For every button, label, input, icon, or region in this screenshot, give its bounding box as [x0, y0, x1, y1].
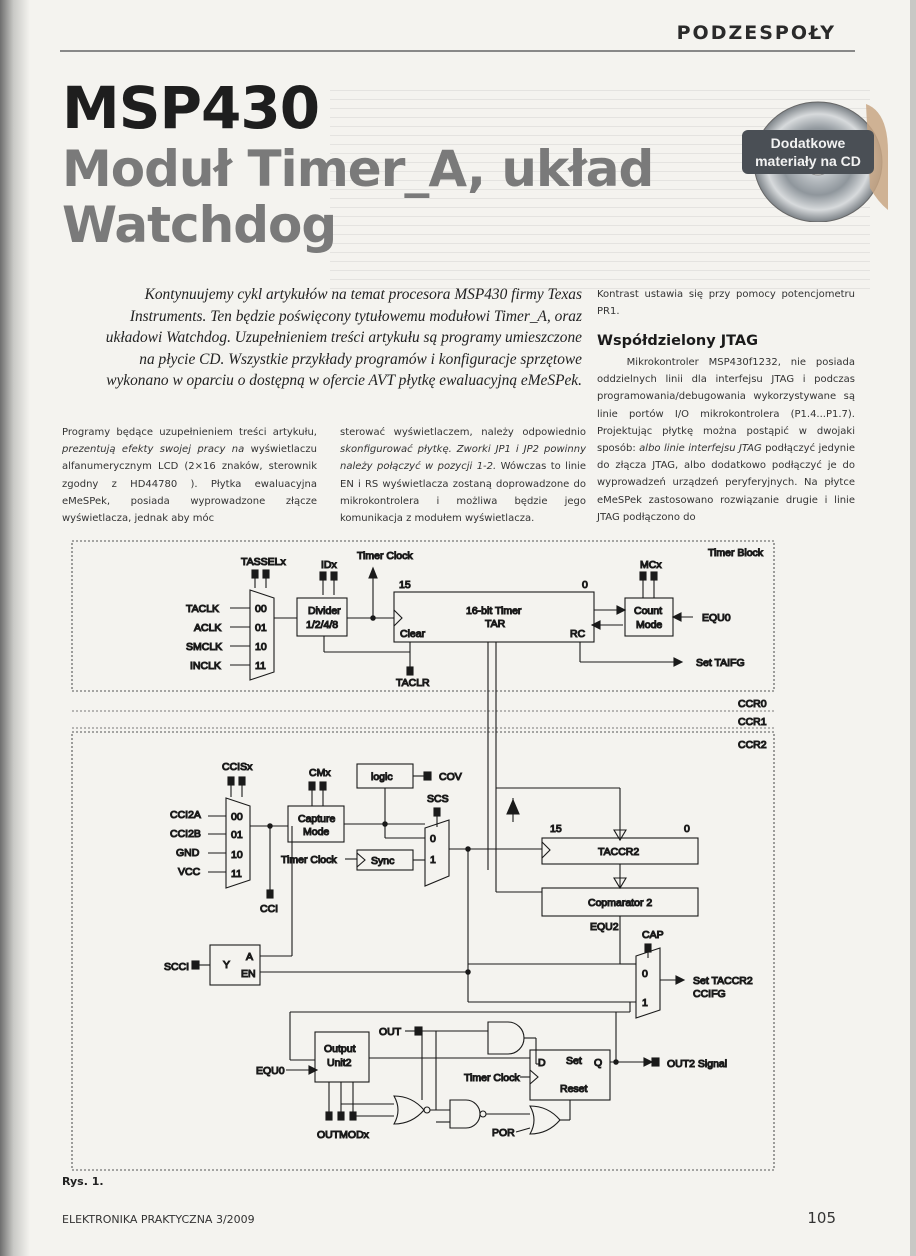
timer-clock-label-top: Timer Clock: [357, 550, 413, 562]
binding-shadow: [0, 0, 30, 1256]
svg-text:CAP: CAP: [642, 929, 664, 941]
svg-text:GND: GND: [176, 847, 200, 859]
title-line-2: Moduł Timer_A, układ: [62, 140, 654, 198]
svg-text:A: A: [246, 951, 254, 963]
svg-text:Y: Y: [223, 959, 231, 971]
timer-block-label: Timer Block: [708, 547, 764, 559]
taclr-label: TACLR: [396, 677, 430, 689]
svg-text:D: D: [538, 1057, 546, 1069]
svg-text:0: 0: [642, 968, 648, 980]
svg-text:POR: POR: [492, 1127, 515, 1139]
col2-text-b: skonfigurować płytkę. Zworki JP1 i JP2 powinny należy połączyć w pozycji 1-2.: [340, 444, 586, 473]
ccr-block-frame: [72, 732, 774, 1170]
svg-text:Copmarator 2: Copmarator 2: [588, 897, 653, 909]
svg-text:TAR: TAR: [485, 618, 506, 630]
column-3-heading: Współdzielony JTAG: [597, 333, 759, 349]
svg-text:0: 0: [430, 833, 436, 845]
section-heading: PODZESPOŁY: [676, 22, 836, 44]
svg-text:16-bit Timer: 16-bit Timer: [466, 605, 522, 617]
svg-text:0: 0: [582, 579, 588, 591]
svg-text:Q: Q: [594, 1057, 603, 1069]
input-smclk: SMCLK: [186, 641, 223, 653]
title-line-1: MSP430: [62, 74, 320, 142]
svg-text:CCI2B: CCI2B: [170, 828, 201, 840]
header-rule: [60, 50, 855, 52]
svg-text:01: 01: [255, 622, 267, 634]
svg-text:Timer Clock: Timer Clock: [281, 854, 337, 866]
svg-text:EQU2: EQU2: [590, 921, 619, 933]
svg-text:11: 11: [255, 660, 266, 672]
col1-text-b: prezentują efekty swojej pracy na: [62, 444, 245, 456]
svg-text:11: 11: [231, 868, 242, 880]
col3-text-b: albo linie interfejsu JTAG: [639, 443, 762, 455]
svg-text:10: 10: [231, 849, 243, 861]
svg-text:EN: EN: [241, 968, 256, 980]
svg-text:CCR0: CCR0: [738, 698, 767, 710]
svg-text:15: 15: [550, 823, 562, 835]
svg-text:15: 15: [399, 579, 411, 591]
col1-text-c: wyświetlaczu alfanumerycznym LCD (2×16 znaków, sterownik zgodny z HD44780 ). Płytka ewaluacyjna eMeSPek, posiada wyprowadzone złącze wyświetlacza, jednak aby móc: [62, 444, 317, 525]
svg-text:Unit2: Unit2: [327, 1057, 352, 1069]
col2-text-a: sterować wyświetlaczem, należy odpowiednio: [340, 427, 586, 438]
cd-disc-icon: [738, 92, 888, 222]
figure-caption: Rys. 1.: [62, 1175, 104, 1188]
nor-gate: [394, 1096, 424, 1124]
svg-text:RC: RC: [570, 628, 586, 640]
outmodx-label: OUTMODx: [317, 1129, 369, 1141]
journal-footer: ELEKTRONIKA PRAKTYCZNA 3/2009: [62, 1213, 255, 1226]
svg-text:1/2/4/8: 1/2/4/8: [306, 619, 339, 631]
page-number: 105: [807, 1209, 836, 1227]
col3-text-c: podłączyć jedynie do złącza JTAG, albo dodatkowo podłączyć je do wyprowadzeń urządzeń peryferyjnych. Na płytce eMeSPek zastosowano rozwiązanie drugie i linie JTAG podłączono do: [597, 443, 856, 523]
svg-text:01: 01: [231, 829, 243, 841]
svg-text:EQU0: EQU0: [256, 1065, 285, 1077]
svg-text:Divider: Divider: [308, 605, 341, 617]
svg-text:Mode: Mode: [303, 826, 330, 838]
column-3: [597, 354, 855, 526]
tasselx-label: TASSELx: [241, 556, 286, 568]
input-taclk: TACLK: [186, 603, 220, 615]
svg-text:SCS: SCS: [427, 793, 449, 805]
and-gate: [488, 1022, 524, 1054]
svg-text:Mode: Mode: [636, 619, 663, 631]
col1-text-a: Programy będące uzupełnieniem treści artykułu,: [62, 427, 317, 438]
svg-text:Reset: Reset: [560, 1083, 588, 1095]
svg-text:Sync: Sync: [371, 855, 395, 867]
timer-block-frame: [72, 541, 774, 691]
svg-text:Set: Set: [566, 1055, 582, 1067]
timer-block-diagram: [60, 540, 875, 1176]
svg-text:CCR1: CCR1: [738, 716, 767, 728]
column-2: [340, 424, 586, 527]
input-inclk: INCLK: [190, 660, 221, 672]
out2-signal-label: OUT2 Signal: [667, 1058, 728, 1070]
title-line-3: Watchdog: [62, 196, 337, 254]
svg-text:logic: logic: [371, 771, 393, 783]
svg-text:CCISx: CCISx: [222, 761, 253, 773]
svg-text:00: 00: [255, 603, 267, 615]
lead-paragraph: Kontynuujemy cykl artykułów na temat procesora MSP430 firmy Texas Instruments. Ten będzie poświęcony tytułowemu modułowi Timer_A, oraz układowi Watchdog. Uzupełnieniem treści artykułu są programy umieszczone na płycie CD. Wszystkie przykłady programów i konfiguracje sprzętowe wykonano w oparciu o dostępną w ofercie AVT płytkę ewaluacyjną eMeSPek.: [105, 286, 582, 389]
svg-text:SCCI: SCCI: [164, 961, 190, 973]
idx-label: IDx: [321, 559, 337, 571]
svg-text:Timer Clock: Timer Clock: [464, 1072, 520, 1084]
svg-text:CCI2A: CCI2A: [170, 809, 201, 821]
svg-text:Clear: Clear: [400, 628, 426, 640]
svg-text:1: 1: [430, 854, 436, 866]
input-aclk: ACLK: [194, 622, 222, 634]
badge-line-1: Dodatkowe: [770, 135, 846, 151]
svg-text:OUT: OUT: [379, 1026, 402, 1038]
svg-text:Output: Output: [324, 1043, 356, 1055]
column-3-intro: Kontrast ustawia się przy pomocy potencjometru PR1.: [597, 289, 855, 318]
scs-mux: [425, 820, 449, 886]
svg-text:CCI: CCI: [260, 903, 279, 915]
svg-text:CCIFG: CCIFG: [693, 988, 726, 1000]
svg-text:0: 0: [684, 823, 690, 835]
badge-line-2: materiały na CD: [755, 153, 861, 169]
or-gate: [530, 1106, 560, 1134]
svg-text:1: 1: [642, 997, 648, 1009]
svg-text:Capture: Capture: [298, 813, 336, 825]
col3-text-a: Mikrokontroler MSP430f1232, nie posiada oddzielnych linii dla interfejsu JTAG i podczas programowania/debugowania wykorzystywane są linie portów I/O mikrokontrolera (P1.4...P1.7). Projektując płytkę można postąpić w dwojaki sposób:: [597, 357, 855, 455]
svg-text:Set TAIFG: Set TAIFG: [696, 657, 745, 669]
svg-text:EQU0: EQU0: [702, 612, 731, 624]
svg-text:COV: COV: [439, 771, 462, 783]
svg-text:00: 00: [231, 811, 243, 823]
page-edge: [910, 0, 916, 1256]
column-1: [62, 424, 317, 527]
col2-text-c: Wówczas to linie EN i RS wyświetlacza zostaną doprowadzone do mikrokontrolera i możliwa będzie jego komunikacja z modułem wyświetlacza.: [340, 461, 586, 525]
nand-gate: [450, 1100, 480, 1128]
mcx-label: MCx: [640, 559, 662, 571]
ccifg-mux: [636, 948, 660, 1018]
svg-text:10: 10: [255, 641, 267, 653]
svg-text:CMx: CMx: [309, 767, 331, 779]
svg-text:Set TACCR2: Set TACCR2: [693, 975, 753, 987]
svg-text:TACCR2: TACCR2: [598, 846, 640, 858]
svg-text:Count: Count: [634, 605, 663, 617]
cd-badge: [738, 92, 888, 222]
svg-text:VCC: VCC: [178, 866, 201, 878]
svg-text:CCR2: CCR2: [738, 739, 767, 751]
